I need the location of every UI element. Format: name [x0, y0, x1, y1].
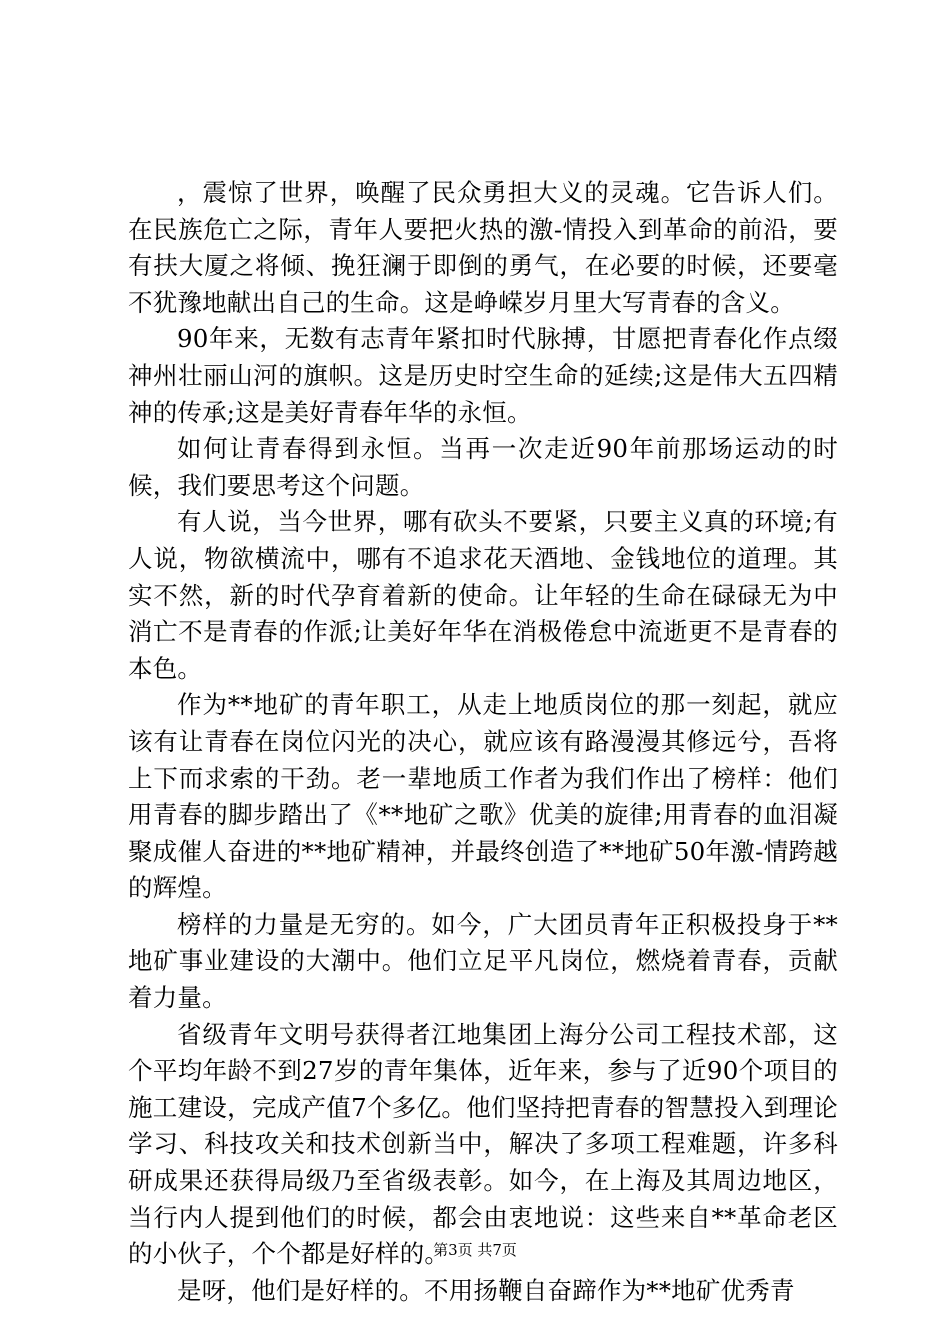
paragraph-youth-civilization: 省级青年文明号获得者江地集团上海分公司工程技术部，这个平均年龄不到27岁的青年集体，近年来，参与了近90个项目的施工建设，完成产值7个多亿。他们坚持把青春的智慧投入到理论学习、科技攻关和技术创新当中，解决了多项工程难题，许多科研成果还获得局级乃至省级表彰。如今，在上海及其周边地区，当行内人提到他们的时候，都会由衷地说：这些来自**革命老区的小伙子，个个都是好样的。	[128, 1019, 838, 1269]
paragraph-young-workers: 作为**地矿的青年职工，从走上地质岗位的那一刻起，就应该有让青春在岗位闪光的决心，就应该有路漫漫其修远兮，吾将上下而求索的干劲。老一辈地质工作者为我们作出了榜样：他们用青春的脚步踏出了《**地矿之歌》优美的旋律;用青春的血泪凝聚成催人奋进的**地矿精神，并最终创造了**地矿50年激-情跨越的辉煌。	[128, 690, 838, 903]
paragraph-role-models: 榜样的力量是无穷的。如今，广大团员青年正积极投身于**地矿事业建设的大潮中。他们立足平凡岗位，燃烧着青春，贡献着力量。	[128, 909, 838, 1013]
paragraph-some-say: 有人说，当今世界，哪有砍头不要紧，只要主义真的环境;有人说，物欲横流中，哪有不追求花天酒地、金钱地位的道理。其实不然，新的时代孕育着新的使命。让年轻的生命在碌碌无为中消亡不是青春的作派;让美好年华在消极倦怠中流逝更不是青春的本色。	[128, 507, 838, 683]
page-body	[128, 175, 838, 1309]
paragraph-good-examples: 是呀，他们是好样的。不用扬鞭自奋蹄作为**地矿优秀青	[177, 1275, 795, 1305]
paragraph-90-years: 90年来，无数有志青年紧扣时代脉搏，甘愿把青春化作点缀神州壮丽山河的旗帜。这是历史时空生命的延续;这是伟大五四精神的传承;这是美好青春年华的永恒。	[128, 324, 838, 427]
paragraph-eternal-youth: 如何让青春得到永恒。当再一次走近90年前那场运动的时候，我们要思考这个问题。	[128, 434, 838, 500]
page-number-footer: 第3页 共7页	[433, 1241, 517, 1259]
paragraph-continuation: ，震惊了世界，唤醒了民众勇担大义的灵魂。它告诉人们。在民族危亡之际，青年人要把火热的激-情投入到革命的前沿，要有扶大厦之将倾、挽狂澜于即倒的勇气，在必要的时候，还要毫不犹豫地献出自己的生命。这是峥嵘岁月里大写青春的含义。	[128, 178, 838, 317]
